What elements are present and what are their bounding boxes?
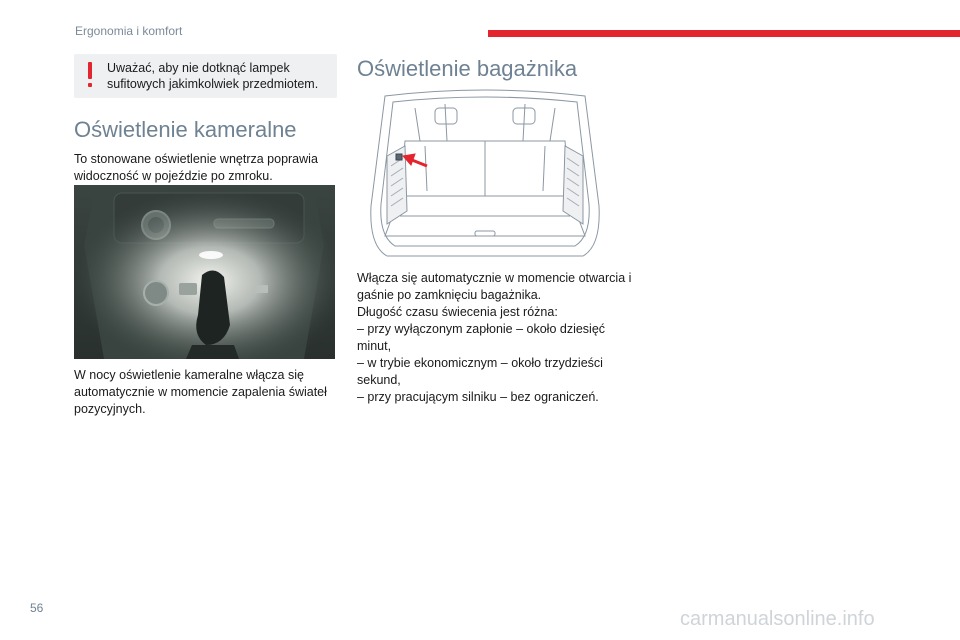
header-section-title: Ergonomia i komfort: [75, 24, 183, 38]
boot-illustration: [365, 86, 605, 264]
boot-line: Długość czasu świecenia jest różna:: [357, 305, 558, 319]
ambient-lighting-photo: [74, 185, 335, 359]
boot-line: Włącza się automatycznie w momencie otwarcia i gaśnie po zamknięciu bagażnika.: [357, 271, 632, 302]
boot-lighting-text: [357, 270, 632, 406]
header-accent-bar: [488, 30, 960, 37]
warning-box: [74, 54, 337, 98]
page-number: 56: [30, 601, 44, 615]
exclamation-icon: [88, 62, 92, 88]
boot-line: – w trybie ekonomicznym – około trzydzieści sekund,: [357, 356, 603, 387]
ambient-lighting-night-text: W nocy oświetlenie kameralne włącza się automatycznie w momencie zapalenia świateł pozycyjnych.: [74, 368, 327, 416]
watermark: carmanualsonline.info: [680, 608, 875, 630]
ambient-lighting-intro: To stonowane oświetlenie wnętrza poprawia widoczność w pojeździe po zmroku.: [74, 152, 318, 183]
boot-lighting-heading: Oświetlenie bagażnika: [357, 56, 578, 81]
ambient-lighting-heading: Oświetlenie kameralne: [74, 117, 297, 142]
warning-text: Uważać, aby nie dotknąć lampek sufitowych jakimkolwiek przedmiotem.: [107, 61, 319, 91]
boot-line: – przy pracującym silniku – bez ograniczeń.: [357, 390, 599, 404]
boot-line: – przy wyłączonym zapłonie – około dziesięć minut,: [357, 322, 606, 353]
